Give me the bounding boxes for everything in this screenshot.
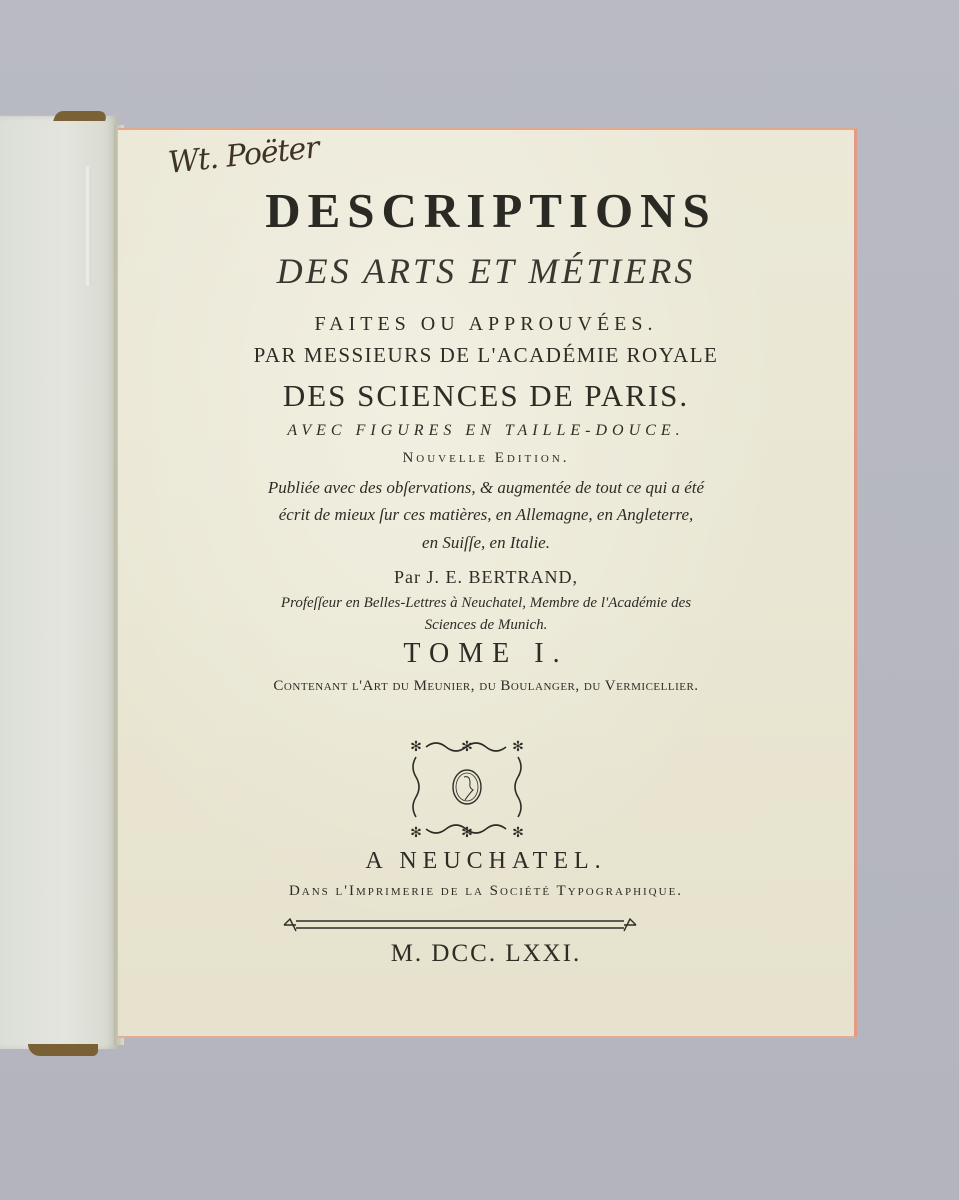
double-rule-ornament-icon — [282, 915, 638, 935]
page-crease — [85, 166, 91, 286]
svg-text:✻: ✻ — [410, 825, 422, 839]
author-title-line-1: Profeſſeur en Belles-Lettres à Neuchatel, Membre de l'Académie des — [280, 595, 692, 611]
volume-line: TOME I. — [403, 638, 569, 669]
edition-line: Nouvelle Edition. — [402, 450, 570, 466]
spine-top-edge — [53, 111, 109, 121]
svg-text:✻: ✻ — [512, 739, 524, 755]
publication-place: A NEUCHATEL. — [365, 848, 607, 874]
author-line: Par J. E. BERTRAND, — [394, 567, 578, 587]
publiee-line-3: en Suiſſe, en Italie. — [422, 533, 550, 552]
svg-text:✻: ✻ — [512, 825, 524, 839]
contents-line: Contenant l'Art du Meunier, du Boulanger, du Vermicellier. — [273, 678, 699, 694]
svg-text:✻: ✻ — [461, 825, 473, 839]
svg-text:✻: ✻ — [410, 739, 422, 755]
line-faites: FAITES OU APPROUVÉES. — [314, 313, 658, 335]
line-avec-figures: AVEC FIGURES EN TAILLE-DOUCE. — [287, 422, 685, 439]
publiee-line-1: Publiée avec des obſervations, & augmentée de tout ce qui a été — [267, 478, 705, 497]
line-par-messieurs: PAR MESSIEURS DE L'ACADÉMIE ROYALE — [253, 343, 719, 367]
left-flyleaf-page — [0, 115, 118, 1049]
spine-bottom-edge — [28, 1044, 98, 1056]
line-sciences: DES SCIENCES DE PARIS. — [282, 378, 690, 413]
fleuron-ornament-icon — [408, 737, 526, 839]
subtitle: DES ARTS ET MÉTIERS — [276, 251, 696, 291]
author-title-line-2: Sciences de Munich. — [424, 617, 548, 633]
publication-year: M. DCC. LXXI. — [390, 940, 582, 967]
svg-text:✻: ✻ — [461, 739, 473, 755]
title-page — [118, 128, 857, 1038]
publiee-line-2: écrit de mieux ſur ces matières, en Allemagne, en Angleterre, — [278, 505, 694, 524]
printer-line: Dans l'Imprimerie de la Société Typographique. — [288, 883, 684, 899]
handwritten-signature: Wt. Poëter — [166, 130, 321, 181]
main-title: DESCRIPTIONS — [265, 183, 717, 238]
